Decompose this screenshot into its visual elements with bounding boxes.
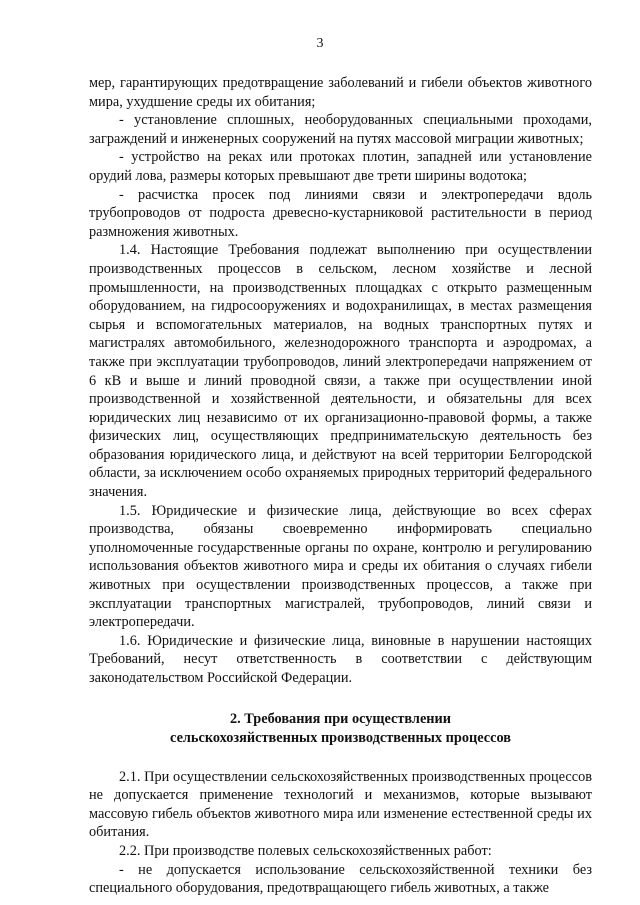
paragraph-2-2: 2.2. При производстве полевых сельскохозяйственных работ: [119, 842, 492, 859]
section-heading-line: сельскохозяйственных производственных процессов [170, 729, 511, 746]
list-item: - установление сплошных, необорудованных специальными проходами, заграждений и инженерных сооружений на путях массовой миграции животных; [89, 112, 592, 147]
list-item: - не допускается использование сельскохозяйственной техники без специального оборудования, предотвращающего гибель животных, а также [89, 861, 592, 897]
paragraph-1-6: 1.6. Юридические и физические лица, виновные в нарушении настоящих Требований, несут ответственность в соответствии с действующим законодательством Российской Федерации. [89, 632, 592, 686]
paragraph-2-1: 2.1. При осуществлении сельскохозяйственных производственных процессов не допускается применение технологий и механизмов, которые вызывают массовую гибель объектов животного мира или изменение естественной среды их обитания. [89, 768, 592, 841]
paragraph-continuation: мер, гарантирующих предотвращение заболеваний и гибели объектов животного мира, ухудшение среды их обитания; [89, 75, 592, 110]
section-heading-line: 2. Требования при осуществлении [229, 710, 451, 727]
list-item: - расчистка просек под линиями связи и электропередачи вдоль трубопроводов от подроста древесно-кустарниковой растительности в период размножения животных. [89, 186, 592, 240]
section-heading [89, 710, 592, 748]
page-number: 3 [316, 36, 324, 51]
paragraph-1-5: 1.5. Юридические и физические лица, действующие во всех сферах производства, обязаны своевременно информировать специально уполномоченные государственные органы по охране, контролю и регулированию использования объектов животного мира и среды их обитания о случаях гибели животных при осуществлении производственных процессов, а также при эксплуатации транспортных магистралей, трубопроводов, линий связи и электропередачи. [89, 502, 592, 631]
list-item: - устройство на реках или протоках плотин, западней или установление орудий лова, размеры которых превышают две трети ширины водотока; [89, 149, 592, 184]
paragraph-1-4: 1.4. Настоящие Требования подлежат выполнению при осуществлении производственных процессов в сельском, лесном хозяйстве и лесной промышленности, на производственных площадках с открыто размещенным оборудованием, на гидросооружениях и водохранилищах, в местах размещения сырья и вспомогательных материалов, на водных транспортных путях и магистралях автомобильного, железнодорожного транспорта и аэродромах, а также при эксплуатации трубопроводов, линий электропередачи напряжением от 6 кВ и выше и линий проводной связи, а также при осуществлении иной производственной и хозяйственной деятельности, и обязательны для всех юридических лиц независимо от их организационно-правовой формы, а также физических лиц, осуществляющих предпринимательскую деятельность без образования юридического лица, и действуют на всей территории Белгородской области, за исключением особо охраняемых природных территорий федерального значения. [89, 242, 592, 501]
document-body [89, 74, 592, 898]
